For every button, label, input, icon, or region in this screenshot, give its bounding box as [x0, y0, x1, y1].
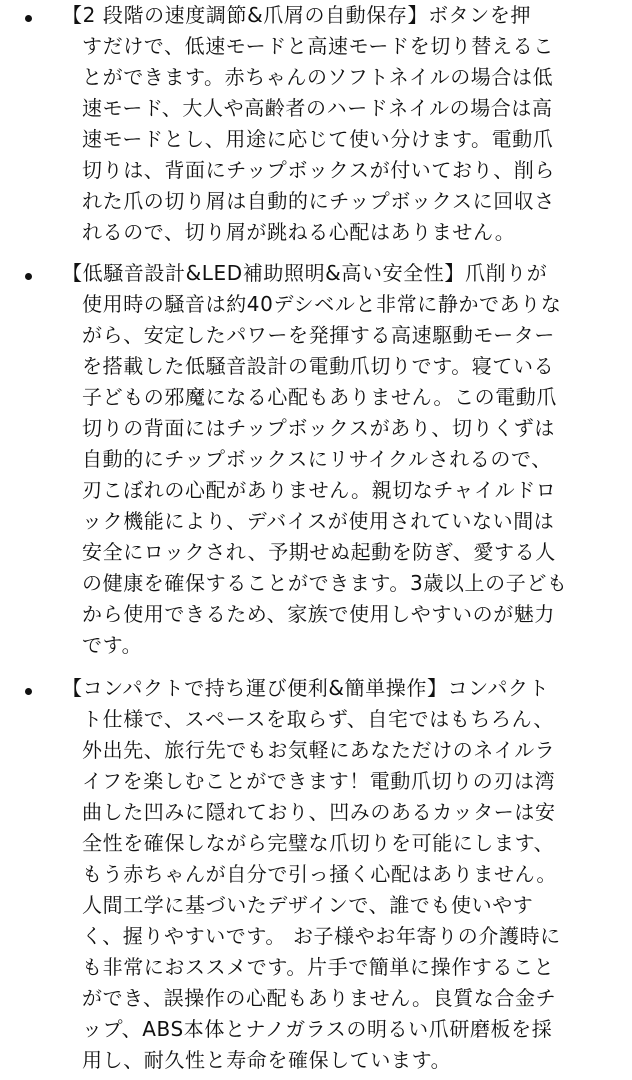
text-line: 外出先、旅行先でもお気軽にあなただけのネイルラ: [82, 738, 556, 762]
text-line: から使用できるため、家族で使用しやすいのが魅力: [82, 602, 555, 626]
text-line: ト仕様で、スペースを取らず、自宅ではもちろん、: [82, 707, 554, 731]
bullet-icon: [25, 273, 32, 280]
text-line: ができ、誤操作の心配もありません。良質な合金チ: [82, 986, 557, 1010]
text-line: 用し、耐久性と寿命を確保しています。: [82, 1048, 452, 1072]
bullet-icon: [25, 688, 32, 695]
text-line: の健康を確保することができます。3歳以上の子ども: [82, 571, 568, 595]
text-line: も非常におススメです。片手で簡単に操作すること: [82, 955, 555, 979]
text-line: 切りは、背面にチップボックスが付いており、削ら: [82, 158, 555, 182]
text-line: がら、安定したパワーを発揮する高速駆動モーター: [82, 323, 555, 347]
text-line: ック機能により、デバイスが使用されていない間は: [82, 509, 555, 533]
text-line: を搭載した低騒音設計の電動爪切りです。寝ている: [82, 354, 555, 378]
text-line: 速モード、大人や高齢者のハードネイルの場合は高: [82, 96, 553, 120]
list-item-text: [62, 673, 632, 1076]
text-line: れた爪の切り屑は自動的にチップボックスに回収さ: [82, 189, 555, 213]
list-item-text: [62, 258, 632, 661]
text-line: とができます。赤ちゃんのソフトネイルの場合は低: [82, 65, 554, 89]
text-line: 全性を確保しながら完璧な爪切りを可能にします、: [82, 831, 555, 855]
list-item-text: [62, 0, 632, 248]
text-line: 速モードとし、用途に応じて使い分けます。電動爪: [82, 127, 554, 151]
text-line: ップ、ABS本体とナノガラスの明るい爪研磨板を採: [82, 1017, 553, 1041]
text-line: 子どもの邪魔になる心配もありません。この電動爪: [82, 385, 557, 409]
text-line: く、握りやすいです。 お子様やお年寄りの介護時に: [82, 924, 561, 948]
text-line: すだけで、低速モードと高速モードを切り替えるこ: [82, 34, 554, 58]
text-line: 曲した凹みに隠れており、凹みのあるカッターは安: [82, 800, 556, 824]
text-line: 刃こぼれの心配がありません。親切なチャイルドロ: [82, 478, 557, 502]
text-line: もう赤ちゃんが自分で引っ掻く心配はありません。: [82, 862, 557, 886]
text-line: 自動的にチップボックスにリサイクルされるので、: [82, 447, 552, 471]
text-line: 安全にロックされ、予期せぬ起動を防ぎ、愛する人: [82, 540, 556, 564]
text-line: 使用時の騒音は約40デシベルと非常に静かでありな: [82, 292, 562, 316]
text-line: 【コンパクトで持ち運び便利&簡単操作】コンパクト: [62, 676, 550, 700]
text-line: 切りの背面にはチップボックスがあり、切りくずは: [82, 416, 555, 440]
bullet-icon: [25, 15, 32, 22]
text-line: イフを楽しむことができます！電動爪切りの刃は湾: [82, 769, 556, 793]
text-line: 【低騒音設計&LED補助照明&高い安全性】爪削りが: [62, 261, 548, 285]
text-line: れるので、切り屑が跳ねる心配はありません。: [82, 220, 516, 244]
text-line: 人間工学に基づいたデザインで、誰でも使いやす: [82, 893, 534, 917]
text-line: 【2 段階の速度調節&爪屑の自動保存】ボタンを押: [62, 3, 532, 27]
text-line: です。: [82, 633, 143, 657]
